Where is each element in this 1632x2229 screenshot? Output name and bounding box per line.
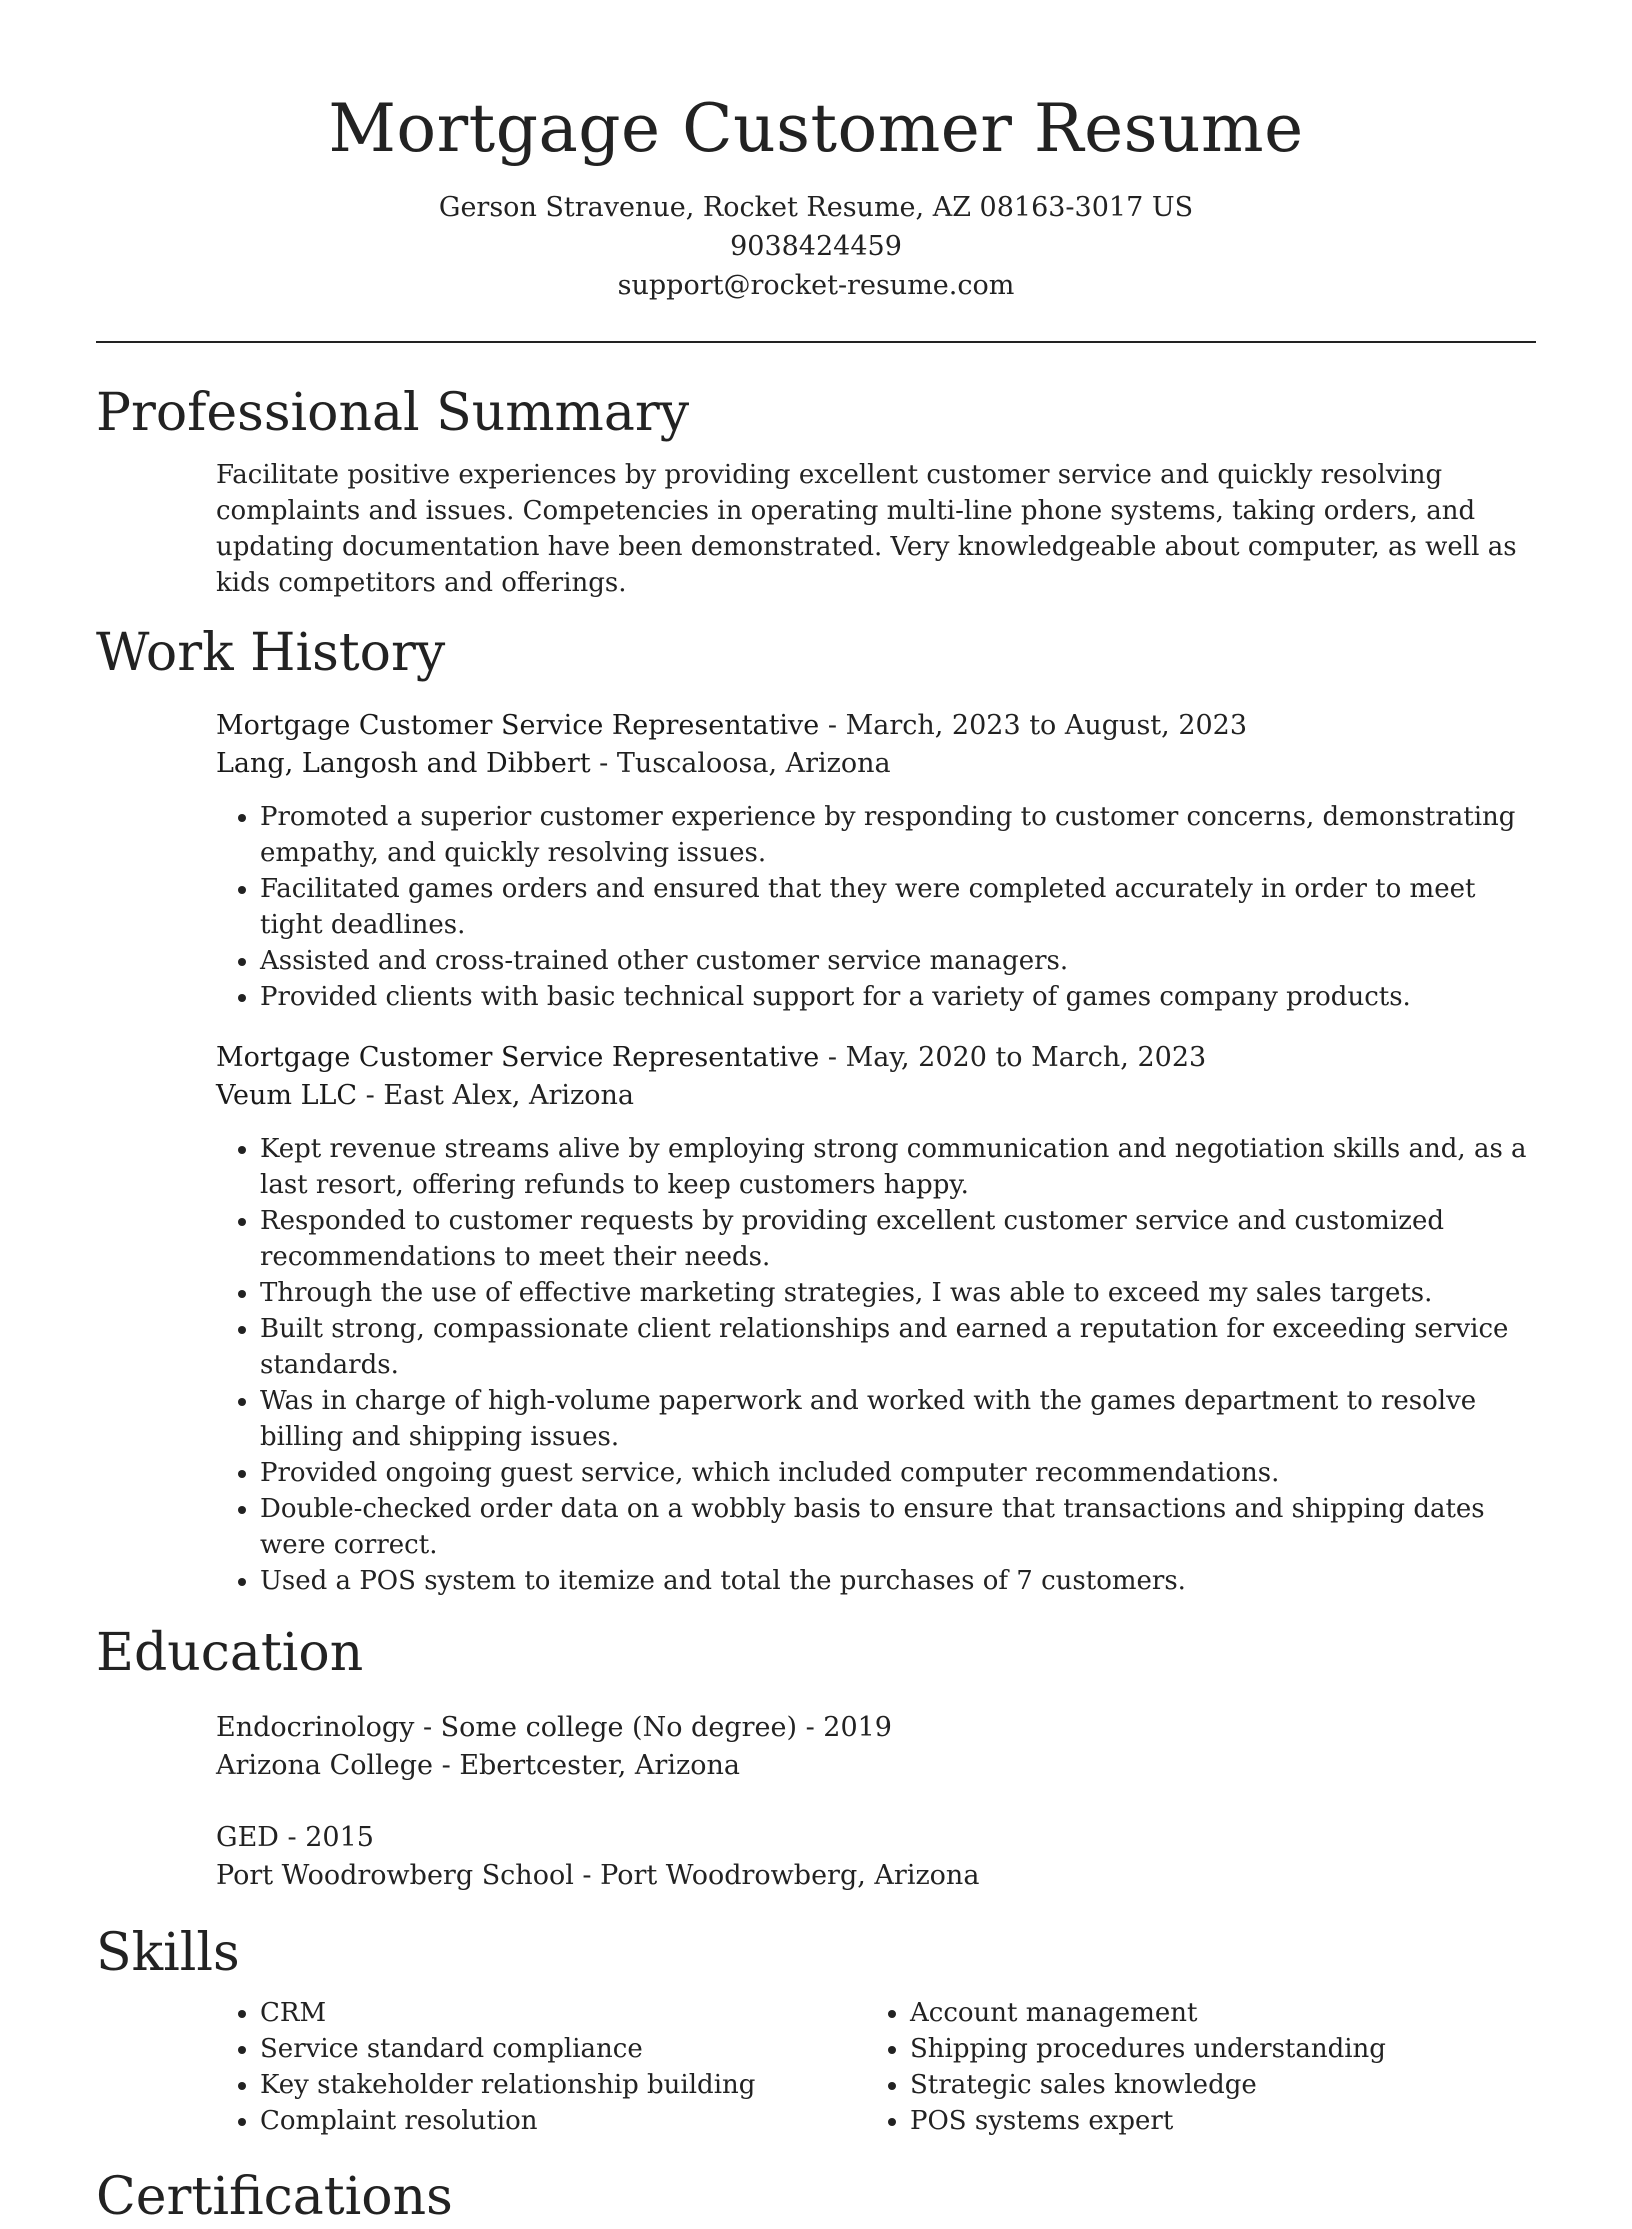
- education-location: Port Woodrowberg, Arizona: [600, 1860, 980, 1891]
- education-degree: GED - 2015: [216, 1822, 374, 1853]
- contact-address: Gerson Stravenue, Rocket Resume, AZ 08163-3017 US: [438, 192, 1194, 223]
- skill-item: • Account management: [910, 1995, 1516, 2031]
- separator: -: [433, 1750, 460, 1781]
- job-bullet: • Facilitated games orders and ensured that they were completed accurately in order to meet tight deadlines.: [260, 871, 1536, 943]
- job-bullet: • Kept revenue streams alive by employing strong communication and negotiation skills and, as a last resort, offering refunds to keep customers happy.: [260, 1131, 1536, 1203]
- job-location: East Alex, Arizona: [383, 1080, 634, 1111]
- skills-column-right: [866, 1995, 1516, 2139]
- education-school: Arizona College: [216, 1750, 434, 1781]
- education-degree: Endocrinology - Some college (No degree) - 2019: [216, 1712, 892, 1743]
- skill-item: • CRM: [260, 1995, 866, 2031]
- summary-text: Facilitate positive experiences by providing excellent customer service and quickly resolving complaints and issues. Competencies in operating multi-line phone systems, taking orders, and updating documentation have been demonstrated. Very knowledgeable about computer, as well as kids competitors and offerings.: [216, 460, 1517, 598]
- education-location: Ebertcester, Arizona: [459, 1750, 740, 1781]
- job-location: Tuscaloosa, Arizona: [616, 748, 891, 779]
- separator: -: [819, 710, 846, 741]
- education-entry: [216, 1709, 1536, 1785]
- resume-header: [96, 0, 1536, 343]
- job-bullet: • Provided clients with basic technical support for a variety of games company products.: [260, 979, 1536, 1015]
- skills-column-left: [216, 1995, 866, 2139]
- resume-title: Mortgage Customer Resume: [328, 90, 1304, 167]
- skills-heading: Skills: [96, 1923, 240, 1983]
- summary-heading: Professional Summary: [96, 383, 690, 443]
- separator: -: [573, 1860, 601, 1891]
- skills-list: [216, 1995, 866, 2139]
- education-school-line: [216, 1857, 1536, 1895]
- job-entry: [216, 707, 1536, 1015]
- job-role: Mortgage Customer Service Representative: [216, 1042, 820, 1073]
- job-bullet: • Promoted a superior customer experience by responding to customer concerns, demonstrating empathy, and quickly resolving issues.: [260, 799, 1536, 871]
- job-bullet: • Double-checked order data on a wobbly basis to ensure that transactions and shipping dates were correct.: [260, 1491, 1536, 1563]
- job-dates: March, 2023 to August, 2023: [845, 710, 1248, 741]
- contact-email: support@rocket-resume.com: [617, 270, 1015, 301]
- job-role-line: [216, 707, 1536, 745]
- separator: -: [590, 748, 617, 779]
- job-bullet: • Responded to customer requests by providing excellent customer service and customized recommendations to meet their needs.: [260, 1203, 1536, 1275]
- skill-item: • Strategic sales knowledge: [910, 2067, 1516, 2103]
- job-company: Lang, Langosh and Dibbert: [216, 748, 591, 779]
- separator: -: [357, 1080, 384, 1111]
- job-dates: May, 2020 to March, 2023: [845, 1042, 1207, 1073]
- job-bullet: • Used a POS system to itemize and total the purchases of 7 customers.: [260, 1563, 1536, 1599]
- certifications-heading: Certifications: [96, 2167, 453, 2227]
- job-bullets: [216, 1131, 1536, 1599]
- job-company: Veum LLC: [216, 1080, 358, 1111]
- skills-list: [866, 1995, 1516, 2139]
- contact-phone: 9038424459: [730, 231, 902, 262]
- resume-page: [96, 0, 1536, 2229]
- job-bullet: • Through the use of effective marketing strategies, I was able to exceed my sales targets.: [260, 1275, 1536, 1311]
- job-bullets: [216, 799, 1536, 1015]
- skill-item: • POS systems expert: [910, 2103, 1516, 2139]
- job-company-line: [216, 1077, 1536, 1115]
- header-divider: [96, 341, 1536, 343]
- separator: -: [819, 1042, 846, 1073]
- work-history-heading: Work History: [96, 623, 446, 683]
- job-role: Mortgage Customer Service Representative: [216, 710, 820, 741]
- skills-grid: [216, 1995, 1536, 2139]
- skill-item: • Shipping procedures understanding: [910, 2031, 1516, 2067]
- skill-item: • Key stakeholder relationship building: [260, 2067, 866, 2103]
- skill-item: • Service standard compliance: [260, 2031, 866, 2067]
- job-entry: [216, 1039, 1536, 1599]
- job-bullet: • Assisted and cross-trained other customer service managers.: [260, 943, 1536, 979]
- education-entry: [216, 1819, 1536, 1895]
- education-school: Port Woodrowberg School: [216, 1860, 574, 1891]
- contact-block: [96, 188, 1536, 305]
- job-bullet: • Built strong, compassionate client relationships and earned a reputation for exceeding service standards.: [260, 1311, 1536, 1383]
- job-bullet: • Was in charge of high-volume paperwork and worked with the games department to resolve billing and shipping issues.: [260, 1383, 1536, 1455]
- job-company-line: [216, 745, 1536, 783]
- skill-item: • Complaint resolution: [260, 2103, 866, 2139]
- education-heading: Education: [96, 1623, 364, 1683]
- job-role-line: [216, 1039, 1536, 1077]
- education-school-line: [216, 1747, 1536, 1785]
- job-bullet: • Provided ongoing guest service, which included computer recommendations.: [260, 1455, 1536, 1491]
